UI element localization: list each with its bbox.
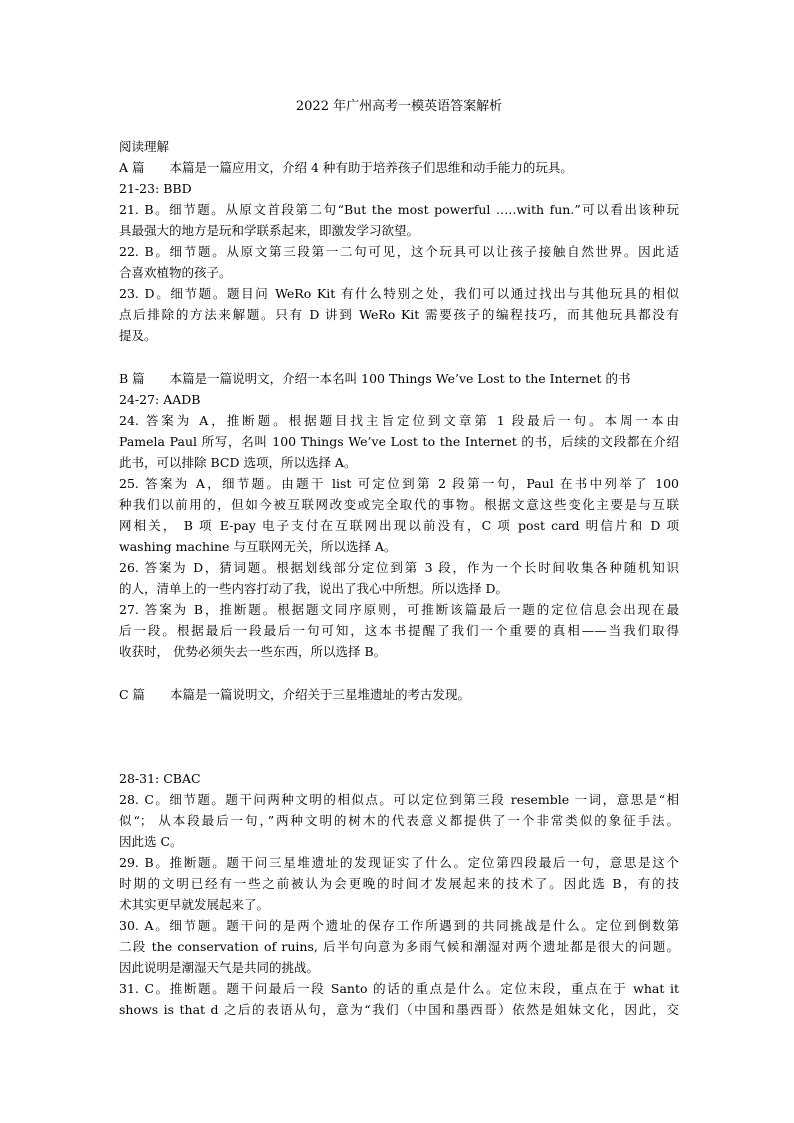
paragraph-gap [119,662,679,684]
text-line: 二段 the conservation of ruins, 后半句向意为多雨气候和潮湿对两个遗址都是很大的问题。 [119,939,679,954]
text-line: 24-27: AADB [119,392,201,407]
text-line: 21. B。细节题。从原文首段第二句“But the most powerful …..with fun.”可以看出该种玩 [119,202,679,217]
text-line: 31. C。推断题。题干问最后一段 Santo 的话的重点是什么。定位末段，重点在于 what it [119,981,679,996]
text-line: 23. D。细节题。题目问 WeRo Kit 有什么特别之处，我们可以通过找出与其他玩具的相似 [119,286,679,301]
passage-c-intro [119,684,679,705]
text-line: 28-31: CBAC [119,771,201,786]
text-line: 时期的文明已经有一些之前被认为会更晚的时间才发展起来的技术了。因此选 B，有的技 [119,876,679,891]
text-line: 种我们以前用的，但如今被互联网改变或完全取代的事物。根据文意这些变化主要是与互联 [119,497,679,512]
text-line: 具最强大的地方是玩和学联系起来，即激发学习欲望。 [119,223,420,238]
text-line: 收获时， 优势必须失去一些东西，所以选择 B。 [119,644,387,659]
text-line: 22. B。细节题。从原文第三段第一二句可见，这个玩具可以让孩子接触自然世界。因此适 [119,244,679,259]
text-line: 29. B。推断题。题干问三星堆遗址的发现证实了什么。定位第四段最后一句，意思是这个 [119,855,679,870]
text-line: 24. 答案为 A，推断题。根据题目找主旨定位到文章第 1 段最后一句。本周一本由 [119,413,679,428]
text-line: 26. 答案为 D，猜词题。根据划线部分定位到第 3 段，作为一个长时间收集各种随机知识 [119,560,679,575]
text-line: 27. 答案为 B，推断题。根据题文同序原则，可推断该篇最后一题的定位信息会出现在最 [119,602,679,617]
text-line: 网相关， B 项 E-pay 电子支付在互联网出现以前没有，C 项 post card 明信片和 D 项 [119,518,679,533]
text-line: 因此说明是潮湿天气是共同的挑战。 [119,960,320,975]
text-line: 提及。 [119,328,157,343]
text-line: washing machine 与互联网无关，所以选择 A。 [119,539,397,554]
text-line: shows is that d 之后的表语从句，意为“我们（中国和墨西哥）依然是姐妹文化，因此，交 [119,1002,679,1017]
text-line: Pamela Paul 所写，名叫 100 Things We’ve Lost to the Internet 的书，后续的文段都在介绍 [119,434,679,449]
document-page [119,96,679,1020]
text-line: 的人，清单上的一些内容打动了我，说出了我心中所想。所以选择 D。 [119,581,508,596]
passage-b-block [119,368,679,662]
document-title: 2022 年广州高考一模英语答案解析 [295,99,503,114]
text-line: C 篇 本篇是一篇说明文，介绍关于三星堆遗址的考古发现。 [119,687,471,702]
passage-c-block [119,768,679,1020]
text-line: 30. A。细节题。题干问的是两个遗址的保存工作所遇到的共同挑战是什么。定位到倒数第 [119,918,679,933]
paragraph-gap [119,346,679,368]
text-line: 点后排除的方法来解题。只有 D 讲到 WeRo Kit 需要孩子的编程技巧，而其他玩具都没有 [119,307,679,322]
text-line: B 篇 本篇是一篇说明文，介绍一本名叫 100 Things We’ve Lost to the Internet 的书 [119,371,631,386]
text-line: 28. C。细节题。题干问两种文明的相似点。可以定位到第三段 resemble 一词，意思是“相 [119,792,679,807]
text-line: A 篇 本篇是一篇应用文，介绍 4 种有助于培养孩子们思维和动手能力的玩具。 [119,160,573,175]
text-line: 21-23: BBD [119,181,192,196]
text-line: 似“； 从本段最后一句，”两种文明的树木的代表意义都提供了一个非常类似的象征手法。 [119,813,679,828]
text-line: 术其实更早就发展起来了。 [119,897,270,912]
text-line: 25. 答案为 A，细节题。由题干 list 可定位到第 2 段第一句，Paul 在书中列举了 100 [119,476,679,491]
text-line: 合喜欢植物的孩子。 [119,265,232,280]
text-line: 此书，可以排除 BCD 选项，所以选择 A。 [119,455,357,470]
text-line: 后一段。根据最后一段最后一句可知，这本书提醒了我们一个重要的真相——当我们取得 [119,623,679,638]
passage-a-block [119,157,679,346]
section-heading: 阅读理解 [119,139,170,154]
text-line: 因此选 C。 [119,834,183,849]
paragraph-gap [119,705,679,768]
